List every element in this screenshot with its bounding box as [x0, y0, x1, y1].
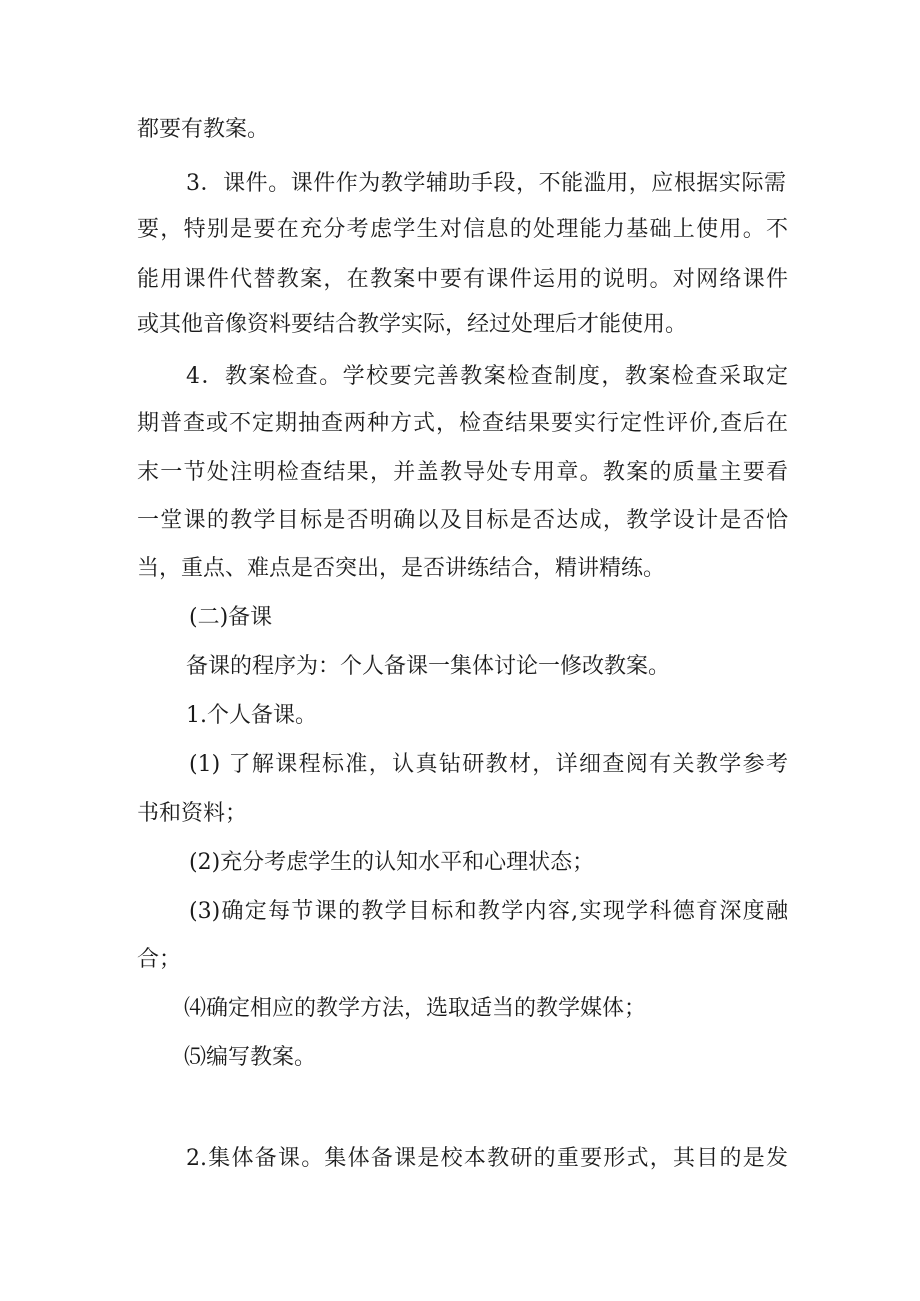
- subsection-heading: 1.个人备课。: [186, 703, 317, 728]
- text-line: (3)确定每节课的教学目标和教学内容,实现学科德育深度融: [189, 899, 788, 924]
- section-heading: (二)备课: [189, 605, 273, 630]
- text-line: 2.集体备课。集体备课是校本教研的重要形式，其目的是发: [186, 1146, 788, 1171]
- text-line: 4．教案检查。学校要完善教案检查制度，教案检查采取定: [186, 364, 788, 389]
- text-line: 末一节处注明检查结果，并盖教导处专用章。教案的质量主要看: [137, 460, 788, 485]
- text-line: 一堂课的教学目标是否明确以及目标是否达成，教学设计是否恰: [137, 508, 788, 533]
- text-line: 都要有教案。: [137, 117, 270, 142]
- text-line: 3．课件。课件作为教学辅助手段，不能滥用，应根据实际需: [186, 171, 786, 196]
- text-line: 合；: [137, 947, 182, 972]
- text-line: 或其他音像资料要结合教学实际，经过处理后才能使用。: [137, 312, 688, 337]
- text-line: ⑷确定相应的教学方法，选取适当的教学媒体；: [184, 996, 647, 1021]
- text-line: 要，特别是要在充分考虑学生对信息的处理能力基础上使用。不: [137, 217, 788, 242]
- text-line: ⑸编写教案。: [184, 1045, 317, 1070]
- text-line: (1) 了解课程标准，认真钻研教材，详细查阅有关教学参考: [189, 752, 788, 777]
- text-line: 能用课件代替教案，在教案中要有课件运用的说明。对网络课件: [137, 267, 788, 292]
- text-line: 期普查或不定期抽查两种方式，检查结果要实行定性评价,查后在: [137, 411, 788, 436]
- text-line: 书和资料；: [137, 801, 248, 826]
- text-line: 当，重点、难点是否突出，是否讲练结合，精讲精练。: [137, 556, 666, 581]
- text-line: (2)充分考虑学生的认知水平和心理状态；: [189, 850, 595, 875]
- text-line: 备课的程序为：个人备课一集体讨论一修改教案。: [186, 654, 671, 679]
